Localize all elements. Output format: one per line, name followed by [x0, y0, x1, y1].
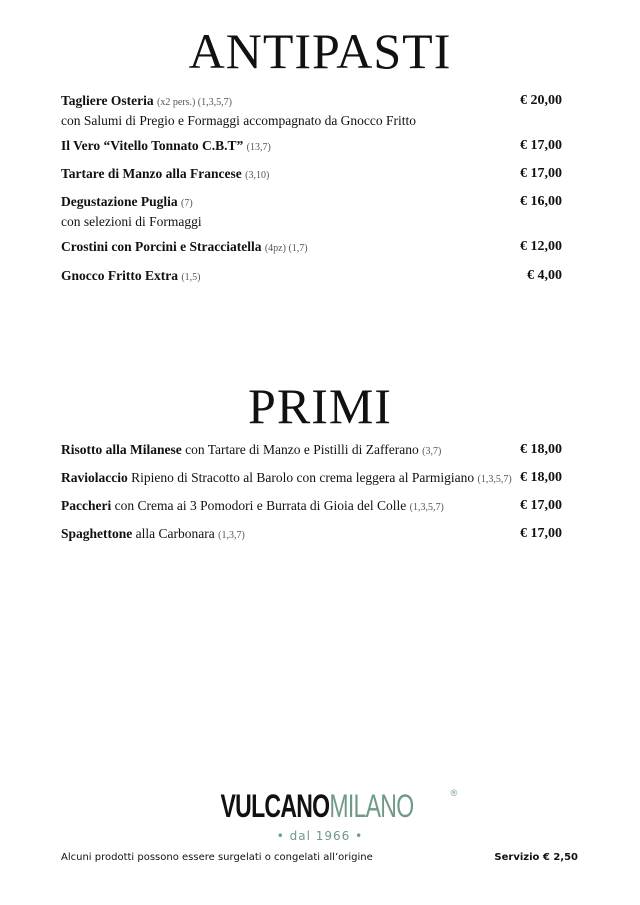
menu-item	[61, 165, 562, 184]
item-name: Crostini con Porcini e Stracciatella	[61, 239, 262, 254]
item-name: Tagliere Osteria	[61, 93, 154, 108]
item-price: € 17,00	[520, 138, 562, 153]
menu-item	[61, 193, 562, 230]
primi-title: PRIMI	[248, 378, 392, 434]
menu-item	[61, 238, 562, 257]
item-allergens: (1,3,7)	[218, 530, 245, 541]
item-name: Paccheri	[61, 498, 112, 513]
item-allergens: (x2 pers.) (1,3,5,7)	[156, 97, 232, 108]
footer-note: Alcuni prodotti possono essere surgelati o congelati all’origine	[61, 852, 373, 863]
antipasti-title: ANTIPASTI	[188, 23, 452, 79]
item-description: alla Carbonara	[135, 526, 215, 541]
item-allergens: (1,3,5,7)	[409, 502, 444, 513]
logo-since: • dal 1966 •	[276, 829, 364, 843]
menu-item	[61, 267, 562, 286]
service-charge: Servizio € 2,50	[494, 852, 578, 863]
item-price: € 18,00	[520, 470, 562, 485]
menu-item	[61, 525, 562, 544]
brand-logo	[0, 788, 640, 825]
item-subtitle: con selezioni di Formaggi	[61, 214, 202, 229]
item-name: Tartare di Manzo alla Francese	[61, 166, 242, 181]
item-price: € 4,00	[527, 268, 562, 283]
logo-registered: ®	[450, 788, 458, 798]
item-price: € 18,00	[520, 442, 562, 457]
item-price: € 20,00	[520, 93, 562, 108]
item-allergens: (1,5)	[181, 272, 201, 283]
menu-item	[61, 137, 562, 156]
item-allergens: (3,10)	[245, 170, 270, 181]
item-name: Gnocco Fritto Extra	[61, 268, 178, 283]
item-name: Risotto alla Milanese	[61, 442, 182, 457]
menu-item	[61, 469, 562, 488]
item-allergens: (13,7)	[246, 142, 271, 153]
item-price: € 17,00	[520, 498, 562, 513]
item-price: € 17,00	[520, 166, 562, 181]
logo-part2: MILANO	[329, 788, 414, 824]
item-price: € 16,00	[520, 194, 562, 209]
item-name: Spaghettone	[61, 526, 133, 541]
menu-item	[61, 92, 562, 129]
item-price: € 12,00	[520, 239, 562, 254]
item-description: con Tartare di Manzo e Pistilli di Zafferano	[185, 442, 419, 457]
menu-item	[61, 441, 562, 460]
item-subtitle: con Salumi di Pregio e Formaggi accompagnato da Gnocco Fritto	[61, 113, 417, 128]
item-allergens: (3,7)	[422, 446, 442, 457]
item-allergens: (4pz) (1,7)	[264, 243, 308, 254]
item-name: Degustazione Puglia	[61, 194, 178, 209]
item-price: € 17,00	[520, 526, 562, 541]
item-name: Il Vero “Vitello Tonnato C.B.T”	[61, 138, 244, 153]
item-description: Ripieno di Stracotto al Barolo con crema leggera al Parmigiano	[131, 470, 475, 485]
item-name: Raviolaccio	[61, 470, 128, 485]
item-description: con Crema ai 3 Pomodori e Burrata di Gioia del Colle	[114, 498, 407, 513]
menu-item	[61, 497, 562, 516]
item-allergens: (7)	[181, 198, 193, 209]
item-allergens: (1,3,5,7)	[477, 474, 512, 485]
logo-part1: VULCANO	[220, 788, 330, 824]
